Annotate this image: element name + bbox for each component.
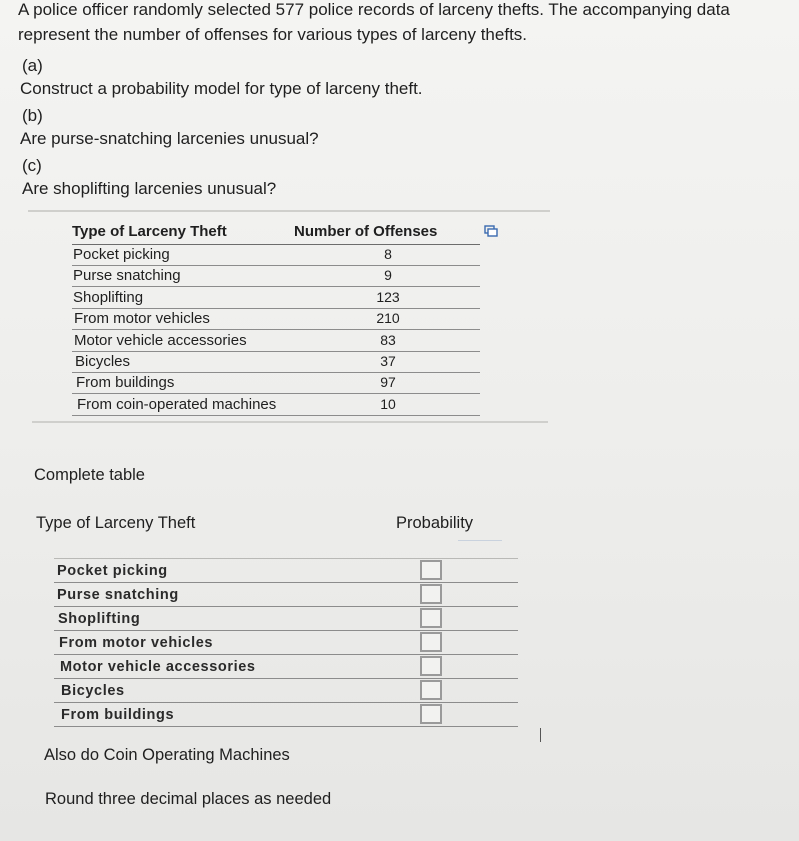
part-c-label: (c) <box>22 156 42 175</box>
data-row-type: Motor vehicle accessories <box>74 332 247 349</box>
probability-input[interactable] <box>420 560 442 580</box>
data-row-count: 97 <box>380 374 396 390</box>
probability-input[interactable] <box>420 608 442 628</box>
complete-row-type: Shoplifting <box>58 611 141 627</box>
data-row-count: 8 <box>384 246 392 262</box>
part-b-text: Are purse-snatching larcenies unusual? <box>20 129 319 148</box>
data-row-count: 210 <box>376 310 400 326</box>
complete-row-type: Purse snatching <box>57 587 179 603</box>
part-c-text: Are shoplifting larcenies unusual? <box>22 179 277 198</box>
section-divider-top <box>28 210 550 212</box>
probability-input[interactable] <box>420 632 442 652</box>
complete-row-type: From buildings <box>61 707 175 723</box>
complete-row-type: Bicycles <box>61 683 125 699</box>
data-row-count: 9 <box>384 267 392 283</box>
probability-input[interactable] <box>420 656 442 676</box>
probability-input[interactable] <box>420 680 442 700</box>
complete-table-title: Complete table <box>34 466 145 484</box>
probability-input[interactable] <box>420 584 442 604</box>
probability-input[interactable] <box>420 704 442 724</box>
complete-row-type: Motor vehicle accessories <box>60 659 256 675</box>
question-line-1: A police officer randomly selected 577 police records of larceny thefts. The accompanying data <box>18 0 730 19</box>
complete-row-type: Pocket picking <box>57 563 168 579</box>
copy-icon[interactable] <box>484 225 498 237</box>
question-line-2: represent the number of offenses for various types of larceny thefts. <box>18 25 528 44</box>
data-row-type: Shoplifting <box>73 289 144 306</box>
complete-table-header-prob: Probability <box>396 514 474 532</box>
data-table-header-type: Type of Larceny Theft <box>72 223 227 240</box>
section-divider-bottom <box>32 421 548 423</box>
part-a-label: (a) <box>22 56 43 75</box>
data-row-count: 123 <box>376 289 400 305</box>
part-a-text: Construct a probability model for type of larceny theft. <box>20 79 423 98</box>
data-row-type: Pocket picking <box>73 246 170 263</box>
data-row-type: Bicycles <box>75 353 131 370</box>
data-row-type: From motor vehicles <box>74 310 210 327</box>
part-b-label: (b) <box>22 106 43 125</box>
data-row-count: 83 <box>380 332 396 348</box>
data-row-type: From buildings <box>76 374 175 391</box>
data-row-count: 10 <box>380 396 396 412</box>
data-table-header-count: Number of Offenses <box>294 223 438 240</box>
data-row-type: From coin-operated machines <box>77 396 277 413</box>
complete-row-type: From motor vehicles <box>59 635 214 651</box>
note-coin-machines: Also do Coin Operating Machines <box>44 746 290 764</box>
data-row-type: Purse snatching <box>73 267 181 284</box>
complete-table-header-type: Type of Larceny Theft <box>36 514 196 532</box>
note-rounding: Round three decimal places as needed <box>45 790 332 808</box>
data-row-count: 37 <box>380 353 396 369</box>
text-cursor <box>540 728 541 742</box>
